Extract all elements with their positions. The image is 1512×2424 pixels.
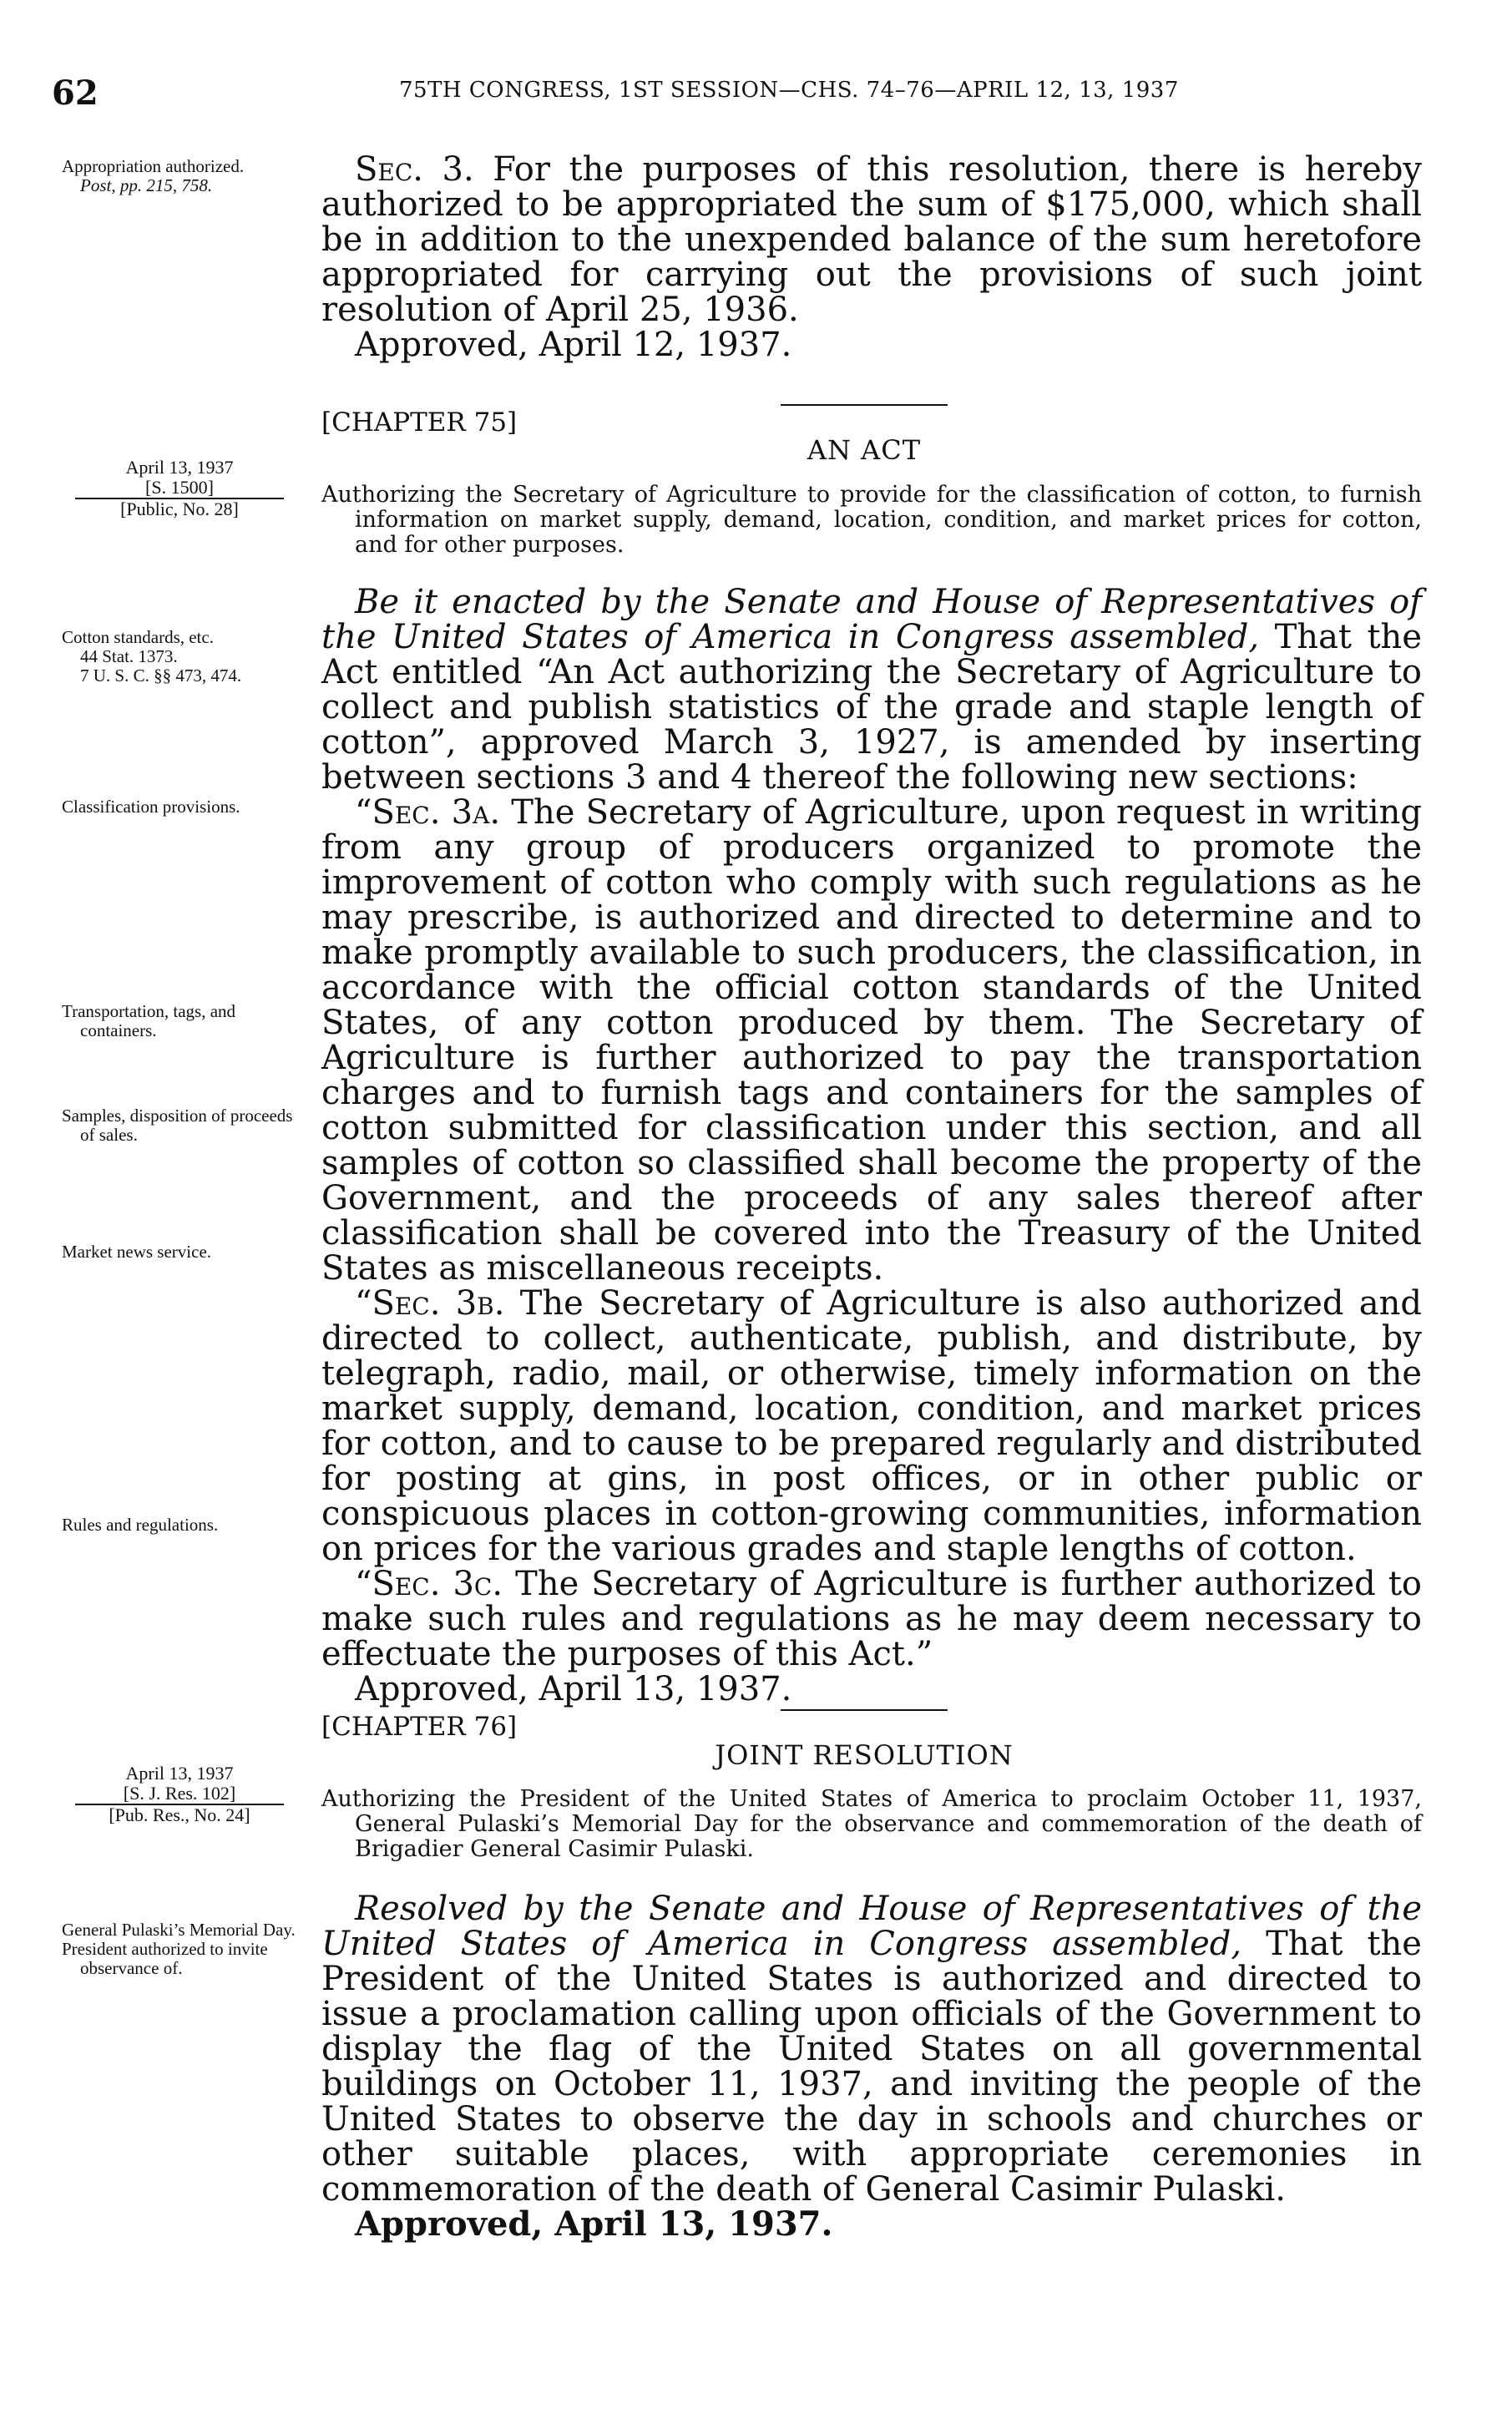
chapter-76-body [321, 1891, 1422, 2242]
chapter-75-date: April 13, 1937 [125, 457, 234, 478]
resolving-clause: Resolved by the Senate and House of Representatives of the United States of America in Congress assembled, [321, 1890, 1422, 1963]
chapter-75-bill: [S. 1500] [75, 478, 284, 499]
margin-note-memorial-day: General Pulaski’s Memorial Day. [62, 1920, 296, 1940]
chapter-76-title: Authorizing the President of the United States of America to proclaim October 11, 1937, General Pulaski’s Memorial Day for the observance and commemoration of the death of Brigadier General Casimir Pulaski. [321, 1786, 1422, 1862]
sec-3a-text: The Secretary of Agriculture, upon request in writing from any group of producers organized to promote the improvement of cotton who comply with such regulations as he may prescribe, is authorized and directed to determine and to make promptly available to such producers, the classification, in accordance with the official cotton standards of the United States, of any cotton produced by them. The Secretary of Agriculture is further authorized to pay the transportation charges and to furnish tags and containers for the samples of cotton submitted for classification under this section, and all samples of cotton so classified shall become the property of the Government, and the proceeds of any sales thereof after classification shall be covered into the Treasury of the United States as miscellaneous receipts. [321, 793, 1422, 1288]
section-3 [321, 152, 1422, 362]
margin-note-rules [62, 1516, 304, 1535]
chapter-75-label: [CHAPTER 75] [321, 407, 518, 438]
chapter-75-date-block [75, 458, 284, 519]
margin-note-transportation-text: Transportation, tags, and containers. [62, 1001, 236, 1040]
margin-note-rules-text: Rules and regulations. [62, 1515, 219, 1535]
margin-note-appropriation [62, 157, 304, 195]
running-head: 75TH CONGRESS, 1ST SESSION—CHS. 74–76—APRIL 12, 13, 1937 [399, 78, 1179, 103]
chapter-75-public-number: [Public, No. 28] [120, 498, 239, 519]
chapter-75-title: Authorizing the Secretary of Agriculture to provide for the classification of cotton, to furnish information on market supply, demand, location, condition, and market prices for cotton, and for other purposes. [321, 482, 1422, 558]
chapter-76-date: April 13, 1937 [125, 1763, 234, 1784]
chapter-76-rule [781, 1709, 948, 1711]
page-number: 62 [52, 73, 99, 113]
chapter-75-rule [781, 404, 948, 406]
section-3-text: For the purposes of this resolution, there is hereby authorized to be appropriated the sum of $175,000, which shall be in addition to the unexpended balance of the sum heretofore appropriated for carrying out the provisions of such joint resolution of April 25, 1936. [321, 150, 1423, 329]
sec-3a-label: “Sec. 3a. [355, 793, 501, 832]
sec-3c-label: “Sec. 3c. [355, 1565, 503, 1603]
margin-note-stat-ref: 44 Stat. 1373. [80, 646, 178, 666]
chapter-75-approved: Approved, April 13, 1937. [355, 1670, 792, 1708]
margin-note-classification [62, 797, 304, 817]
chapter-75-kind: AN ACT [807, 434, 922, 466]
sec-3c-text: The Secretary of Agriculture is further authorized to make such rules and regulations as he may deem necessary to effectuate the purposes of this Act.” [321, 1565, 1423, 1673]
chapter-76-text: That the President of the United States is authorized and directed to issue a proclamation calling upon officials of the Government to display the flag of the United States on all governmental buildings on October 11, 1937, and inviting the people of the United States to observe the day in schools and churches or other suitable places, with appropriate ceremonies in commemoration of the death of General Casimir Pulaski. [321, 1925, 1422, 2209]
section-3-approved: Approved, April 12, 1937. [355, 326, 792, 364]
margin-note-classification-text: Classification provisions. [62, 797, 240, 817]
margin-note-cotton-standards [62, 628, 304, 686]
margin-note-post-ref: Post, pp. 215, 758. [80, 175, 213, 195]
chapter-76-approved: Approved, April 13, 1937. [355, 2204, 833, 2244]
margin-note-samples-text: Samples, disposition of proceeds of sales. [62, 1106, 293, 1145]
chapter-76-date-block [75, 1764, 284, 1825]
chapter-76-public-number: [Pub. Res., No. 24] [109, 1804, 250, 1825]
section-3-label: Sec. 3. [355, 150, 474, 189]
chapter-76-bill: [S. J. Res. 102] [75, 1784, 284, 1805]
margin-note-president: President authorized to invite observance of. [62, 1939, 268, 1978]
enacting-clause: Be it enacted by the Senate and House of Representatives of the United States of America in Congress assembled, [321, 583, 1422, 656]
margin-note-appropriation-text: Appropriation authorized. [62, 156, 245, 176]
margin-note-pulaski [62, 1920, 304, 1978]
margin-note-usc-ref: 7 U. S. C. §§ 473, 474. [80, 665, 242, 686]
margin-note-samples [62, 1106, 304, 1145]
chapter-75-body [321, 584, 1422, 1707]
margin-note-market-news [62, 1242, 304, 1262]
chapter-76-kind: JOINT RESOLUTION [715, 1739, 1014, 1771]
chapter-75-intro: That the Act entitled “An Act authorizing the Secretary of Agriculture to collect and publish statistics of the grade and staple length of cotton”, approved March 3, 1927, is amended by inserting between sections 3 and 4 thereof the following new sections: [321, 618, 1422, 797]
margin-note-cotton-standards-text: Cotton standards, etc. [62, 627, 214, 647]
chapter-76-label: [CHAPTER 76] [321, 1712, 518, 1742]
sec-3b-label: “Sec. 3b. [355, 1284, 505, 1323]
margin-note-market-news-text: Market news service. [62, 1242, 212, 1262]
margin-note-transportation [62, 1002, 304, 1040]
sec-3b-text: The Secretary of Agriculture is also authorized and directed to collect, authenticate, publish, and distribute, by telegraph, radio, mail, or otherwise, timely information on the market supply, demand, location, condition, and market prices for cotton, and to cause to be prepared regularly and distributed for posting at gins, in post offices, or in other public or conspicuous places in cotton-growing communities, information on prices for the various grades and staple lengths of cotton. [321, 1284, 1423, 1568]
